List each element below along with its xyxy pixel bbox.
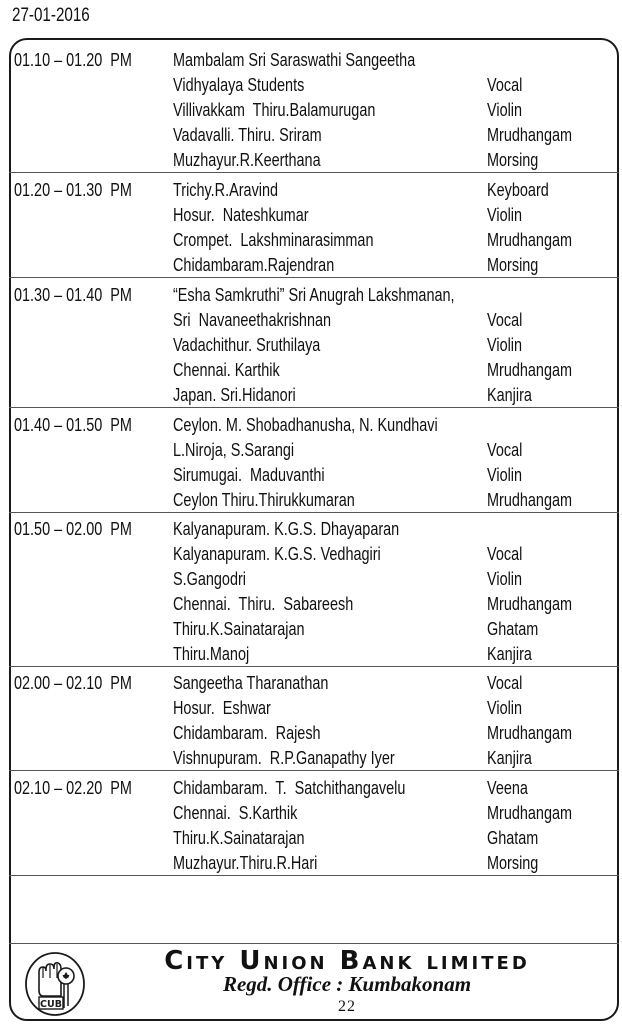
instrument: Violin <box>487 568 523 589</box>
performer-name: Sri Navaneethakrishnan <box>173 309 332 330</box>
performer-name: Chidambaram.Rajendran <box>173 254 335 275</box>
session-block <box>9 38 619 173</box>
performer-name: Sangeetha Tharanathan <box>173 672 329 693</box>
performer-name: Muzhayur.R.Keerthana <box>173 149 321 170</box>
performer-name: Japan. Sri.Hidanori <box>173 384 296 405</box>
instrument: Mrudhangam <box>487 124 573 145</box>
performer-name: Crompet. Lakshminarasimman <box>173 229 374 250</box>
instrument: Morsing <box>487 852 539 873</box>
instrument: Kanjira <box>487 384 532 405</box>
instrument: Morsing <box>487 149 539 170</box>
session-time: 02.10 – 02.20 PM <box>14 777 132 798</box>
instrument: Ghatam <box>487 827 539 848</box>
performer-name: Vadachithur. Sruthilaya <box>173 334 321 355</box>
performer-name: Vadavalli. Thiru. Sriram <box>173 124 322 145</box>
performer-name: Kalyanapuram. K.G.S. Vedhagiri <box>173 543 381 564</box>
session-time: 02.00 – 02.10 PM <box>14 672 132 693</box>
instrument: Veena <box>487 777 528 798</box>
session-time: 01.20 – 01.30 PM <box>14 179 132 200</box>
performer-name: Vidhyalaya Students <box>173 74 305 95</box>
instrument: Vocal <box>487 543 523 564</box>
instrument: Vocal <box>487 74 523 95</box>
bank-name: City Union Bank limited <box>164 946 530 976</box>
empty-block <box>9 876 619 944</box>
performer-name: Thiru.K.Sainatarajan <box>173 618 305 639</box>
instrument: Violin <box>487 697 523 718</box>
performer-name: Chennai. Thiru. Sabareesh <box>173 593 354 614</box>
registered-office: Regd. Office : Kumbakonam <box>222 972 472 996</box>
session-time: 01.40 – 01.50 PM <box>14 414 132 435</box>
instrument: Kanjira <box>487 747 532 768</box>
performer-name: Thiru.Manoj <box>173 643 250 664</box>
performer-name: Hosur. Eshwar <box>173 697 271 718</box>
performer-name: Villivakkam Thiru.Balamurugan <box>173 99 376 120</box>
session-time: 01.50 – 02.00 PM <box>14 518 132 539</box>
session-block <box>9 278 619 408</box>
instrument: Vocal <box>487 439 523 460</box>
performer-name: Vishnupuram. R.P.Ganapathy Iyer <box>173 747 395 768</box>
instrument: Mrudhangam <box>487 489 573 510</box>
instrument: Violin <box>487 334 523 355</box>
performer-name: S.Gangodri <box>173 568 247 589</box>
performer-name: Chennai. Karthik <box>173 359 280 380</box>
performer-name: Chennai. S.Karthik <box>173 802 298 823</box>
instrument: Keyboard <box>487 179 549 200</box>
performer-name: L.Niroja, S.Sarangi <box>173 439 295 460</box>
session-block <box>9 667 619 771</box>
session-block <box>9 771 619 876</box>
performer-name: Ceylon. M. Shobadhanusha, N. Kundhavi <box>173 414 438 435</box>
performer-name: Mambalam Sri Saraswathi Sangeetha <box>173 49 416 70</box>
instrument: Violin <box>487 99 523 120</box>
instrument: Mrudhangam <box>487 593 573 614</box>
instrument: Ghatam <box>487 618 539 639</box>
session-block <box>9 513 619 667</box>
instrument: Violin <box>487 204 523 225</box>
performer-name: Ceylon Thiru.Thirukkumaran <box>173 489 355 510</box>
instrument: Mrudhangam <box>487 802 573 823</box>
session-time: 01.30 – 01.40 PM <box>14 284 132 305</box>
performer-name: Kalyanapuram. K.G.S. Dhayaparan <box>173 518 400 539</box>
performer-name: Chidambaram. T. Satchithangavelu <box>173 777 406 798</box>
logo-text: CUB <box>40 999 62 1010</box>
instrument: Vocal <box>487 672 523 693</box>
instrument: Mrudhangam <box>487 722 573 743</box>
performer-name: Thiru.K.Sainatarajan <box>173 827 305 848</box>
instrument: Kanjira <box>487 643 532 664</box>
cub-logo-icon <box>23 950 87 1018</box>
instrument: Mrudhangam <box>487 359 573 380</box>
instrument: Mrudhangam <box>487 229 573 250</box>
footer <box>9 944 619 1021</box>
performer-name: Trichy.R.Aravind <box>173 179 279 200</box>
session-block <box>9 408 619 513</box>
instrument: Vocal <box>487 309 523 330</box>
performer-name: “Esha Samkruthi” Sri Anugrah Lakshmanan, <box>173 284 455 305</box>
page-number: 22 <box>338 998 356 1015</box>
session-time: 01.10 – 01.20 PM <box>14 49 132 70</box>
instrument: Violin <box>487 464 523 485</box>
date-heading: 27-01-2016 <box>12 5 90 26</box>
session-block <box>9 173 619 278</box>
performer-name: Sirumugai. Maduvanthi <box>173 464 325 485</box>
performer-name: Hosur. Nateshkumar <box>173 204 309 225</box>
performer-name: Chidambaram. Rajesh <box>173 722 321 743</box>
instrument: Morsing <box>487 254 539 275</box>
performer-name: Muzhayur.Thiru.R.Hari <box>173 852 318 873</box>
